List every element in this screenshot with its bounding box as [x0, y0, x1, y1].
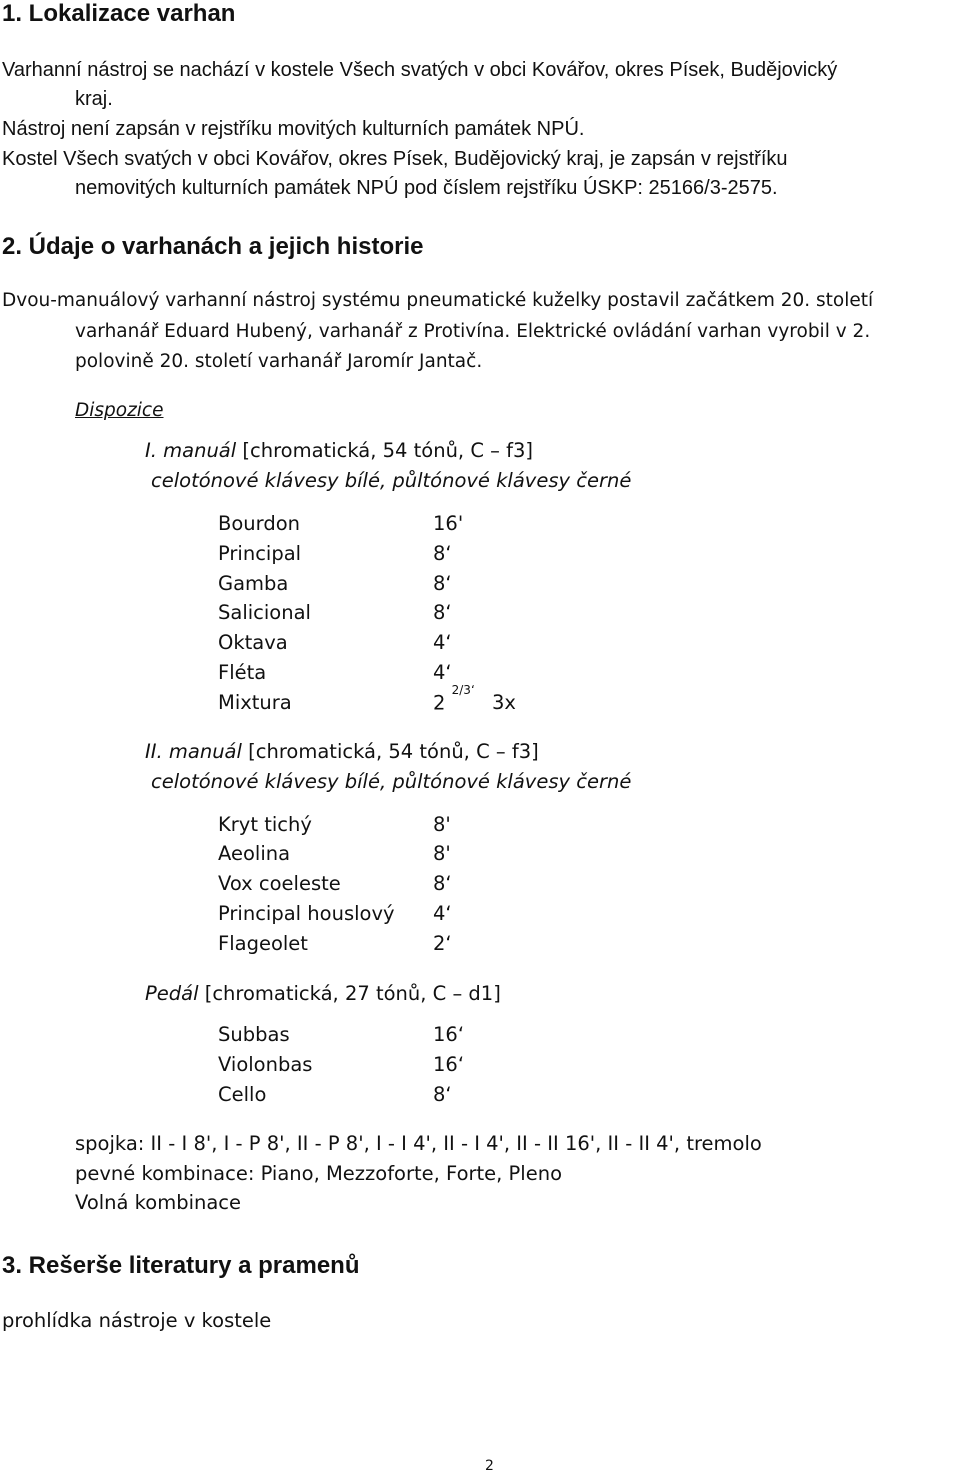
manual-2-title	[145, 740, 539, 763]
history-line-3: polovině 20. století varhanář Jaromír Jantač.	[75, 351, 483, 372]
stop-pitch: 16‘	[433, 1053, 465, 1076]
stop-name: Gamba	[218, 572, 289, 595]
stop-name: Cello	[218, 1083, 267, 1106]
stop-name: Mixtura	[218, 691, 292, 714]
stop-pitch: 2‘	[433, 932, 452, 955]
stop-name: Violonbas	[218, 1053, 313, 1076]
pedal-name: Pedál	[145, 982, 199, 1005]
manual-2-name: II. manuál	[145, 740, 242, 763]
stop-pitch: 8‘	[433, 1083, 452, 1106]
manual-2-desc: [chromatická, 54 tónů, C – f3]	[248, 740, 539, 763]
stop-name: Subbas	[218, 1023, 290, 1046]
dispozice-label: Dispozice	[75, 400, 164, 421]
section-2-heading: 2. Údaje o varhanách a jejich historie	[2, 233, 424, 260]
section-3-heading: 3. Rešerše literatury a pramenů	[2, 1252, 360, 1279]
location-line-2: Nástroj není zapsán v rejstříku movitých kulturních památek NPÚ.	[2, 118, 585, 140]
manual-1-desc: [chromatická, 54 tónů, C – f3]	[242, 439, 533, 462]
stop-name: Salicional	[218, 601, 311, 624]
mixtura-ranks: 3x	[492, 691, 516, 714]
location-line-3: Kostel Všech svatých v obci Kovářov, okres Písek, Budějovický kraj, je zapsán v rejstříku	[2, 148, 788, 170]
manual-1-name: I. manuál	[145, 439, 237, 462]
stop-name: Principal houslový	[218, 902, 395, 925]
stop-pitch: 8‘	[433, 601, 452, 624]
stop-pitch: 8'	[433, 813, 451, 836]
stop-name: Principal	[218, 542, 302, 565]
section-1-heading: 1. Lokalizace varhan	[2, 0, 236, 27]
manual-2-keys: celotónové klávesy bílé, půltónové klávesy černé	[151, 770, 632, 793]
stop-pitch: 16'	[433, 512, 464, 535]
stop-pitch: 8‘	[433, 572, 452, 595]
stop-name: Flageolet	[218, 932, 308, 955]
stop-pitch: 4‘	[433, 902, 452, 925]
history-line-1: Dvou-manuálový varhanní nástroj systému pneumatické kuželky postavil začátkem 20. století	[2, 290, 874, 311]
location-line-3-cont: nemovitých kulturních památek NPÚ pod číslem rejstříku ÚSKP: 25166/3-2575.	[75, 177, 778, 199]
manual-1-title	[145, 439, 533, 462]
stop-pitch: 8‘	[433, 542, 452, 565]
mixtura-fraction: 2/3‘	[451, 683, 475, 697]
mixtura-pitch: 2	[433, 691, 446, 715]
manual-1-keys: celotónové klávesy bílé, půltónové klávesy černé	[151, 469, 632, 492]
location-line-1: Varhanní nástroj se nachází v kostele Všech svatých v obci Kovářov, okres Písek, Budějovický	[2, 59, 838, 81]
stop-pitch: 4‘	[433, 661, 452, 684]
volna-kombinace-line: Volná kombinace	[75, 1191, 242, 1214]
pedal-title	[145, 982, 501, 1005]
location-line-1-cont: kraj.	[75, 88, 113, 110]
pedal-desc: [chromatická, 27 tónů, C – d1]	[204, 982, 501, 1005]
stop-name: Vox coeleste	[218, 872, 341, 895]
pevne-kombinace-line: pevné kombinace: Piano, Mezzoforte, Forte, Pleno	[75, 1162, 563, 1185]
stop-pitch	[433, 683, 475, 715]
stop-name: Aeolina	[218, 842, 291, 865]
history-line-2: varhanář Eduard Hubený, varhanář z Protivína. Elektrické ovládání varhan vyrobil v 2.	[75, 321, 871, 342]
page-number: 2	[485, 1458, 494, 1474]
stop-pitch: 16‘	[433, 1023, 465, 1046]
stop-pitch: 4‘	[433, 631, 452, 654]
section-3-text: prohlídka nástroje v kostele	[2, 1309, 272, 1332]
spojka-line: spojka: II - I 8', I - P 8', II - P 8', I - I 4', II - I 4', II - II 16', II - II 4', tremolo	[75, 1132, 762, 1155]
stop-name: Fléta	[218, 661, 267, 684]
stop-pitch: 8‘	[433, 872, 452, 895]
stop-name: Bourdon	[218, 512, 301, 535]
stop-name: Oktava	[218, 631, 288, 654]
stop-name: Kryt tichý	[218, 813, 312, 836]
stop-pitch: 8'	[433, 842, 451, 865]
